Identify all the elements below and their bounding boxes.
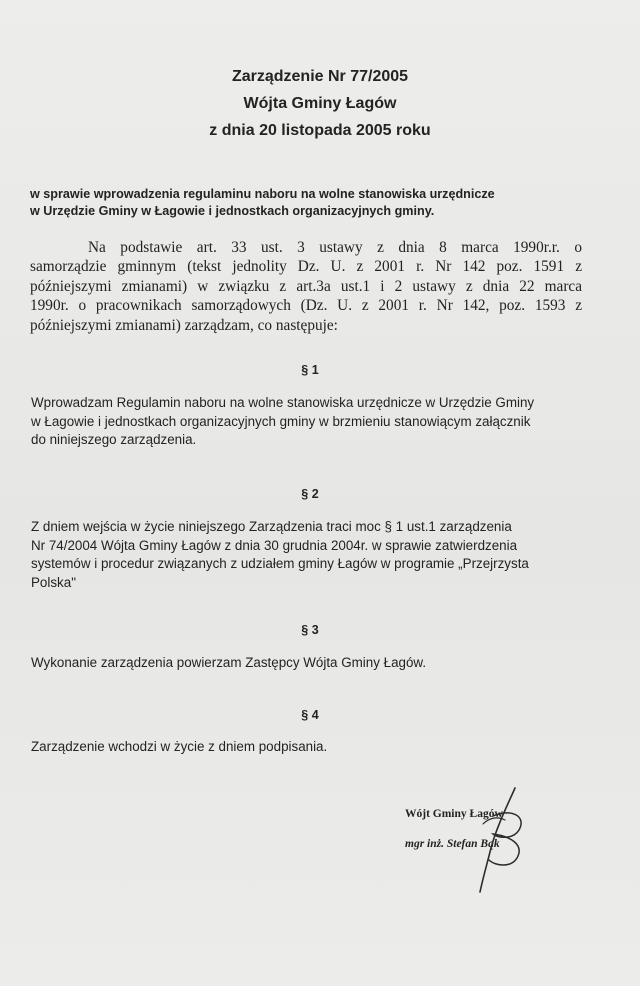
document-subject: [30, 186, 620, 220]
section-line: Zarządzenie wchodzi w życie z dniem podpisania.: [31, 739, 328, 754]
preamble-line: 1990r. o pracownikach samorządowych (Dz. U. z 2001 r. Nr 142, poz. 1593 z: [30, 297, 582, 315]
section-body: [31, 518, 591, 592]
preamble: [30, 238, 582, 335]
section-line: do niniejszego zarządzenia.: [31, 432, 197, 448]
section-heading: § 2: [301, 487, 319, 501]
section-line: Polska": [31, 574, 76, 590]
preamble-line: późniejszymi zmianami) zarządzam, co następuje:: [30, 316, 338, 334]
subject-line: w Urzędzie Gminy w Łagowie i jednostkach organizacyjnych gminy.: [30, 204, 435, 218]
section-body: [31, 394, 591, 450]
title-line-date: z dnia 20 listopada 2005 roku: [209, 122, 431, 139]
section-heading: § 4: [301, 708, 319, 722]
section-line: Z dniem wejścia w życie niniejszego Zarządzenia traci moc § 1 ust.1 zarządzenia: [31, 519, 512, 534]
title-line-issuer: Wójta Gminy Łagów: [243, 95, 397, 112]
signature-stamp-name: mgr inż. Stefan Bąk: [405, 838, 500, 850]
section-line: systemów i procedur związanych z udziałem gminy Łagów w programie „Przejrzysta: [31, 556, 529, 572]
section-heading: § 1: [301, 363, 319, 377]
preamble-line: późniejszymi zmianami) w związku z art.3a ust.1 i 2 ustawy z dnia 22 marca: [30, 277, 582, 295]
section-line: w Łagowie i jednostkach organizacyjnych gminy w brzmieniu stanowiącym załącznik: [31, 413, 531, 429]
title-line-number: Zarządzenie Nr 77/2005: [231, 68, 409, 85]
section-line: Wprowadzam Regulamin naboru na wolne stanowiska urzędnicze w Urzędzie Gminy: [31, 395, 535, 410]
section-heading: § 3: [301, 623, 319, 637]
document-title: [0, 66, 640, 142]
subject-line: w sprawie wprowadzenia regulaminu naboru na wolne stanowiska urzędnicze: [30, 187, 495, 201]
section-line: Wykonanie zarządzenia powierzam Zastępcy Wójta Gminy Łagów.: [31, 655, 427, 670]
signature-block: [405, 808, 565, 878]
preamble-line: samorządzie gminnym (tekst jednolity Dz. U. z 2001 r. Nr 142 poz. 1591 z: [30, 258, 582, 276]
section-body: [31, 654, 591, 673]
section-line: Nr 74/2004 Wójta Gminy Łagów z dnia 30 grudnia 2004r. w sprawie zatwierdzenia: [31, 537, 518, 553]
preamble-line: Na podstawie art. 33 ust. 3 ustawy z dnia 8 marca 1990r.r. o: [88, 239, 582, 256]
section-body: [31, 738, 591, 757]
handwritten-signature: [453, 786, 543, 896]
signature-stamp-title: Wójt Gminy Łagów: [405, 808, 503, 820]
